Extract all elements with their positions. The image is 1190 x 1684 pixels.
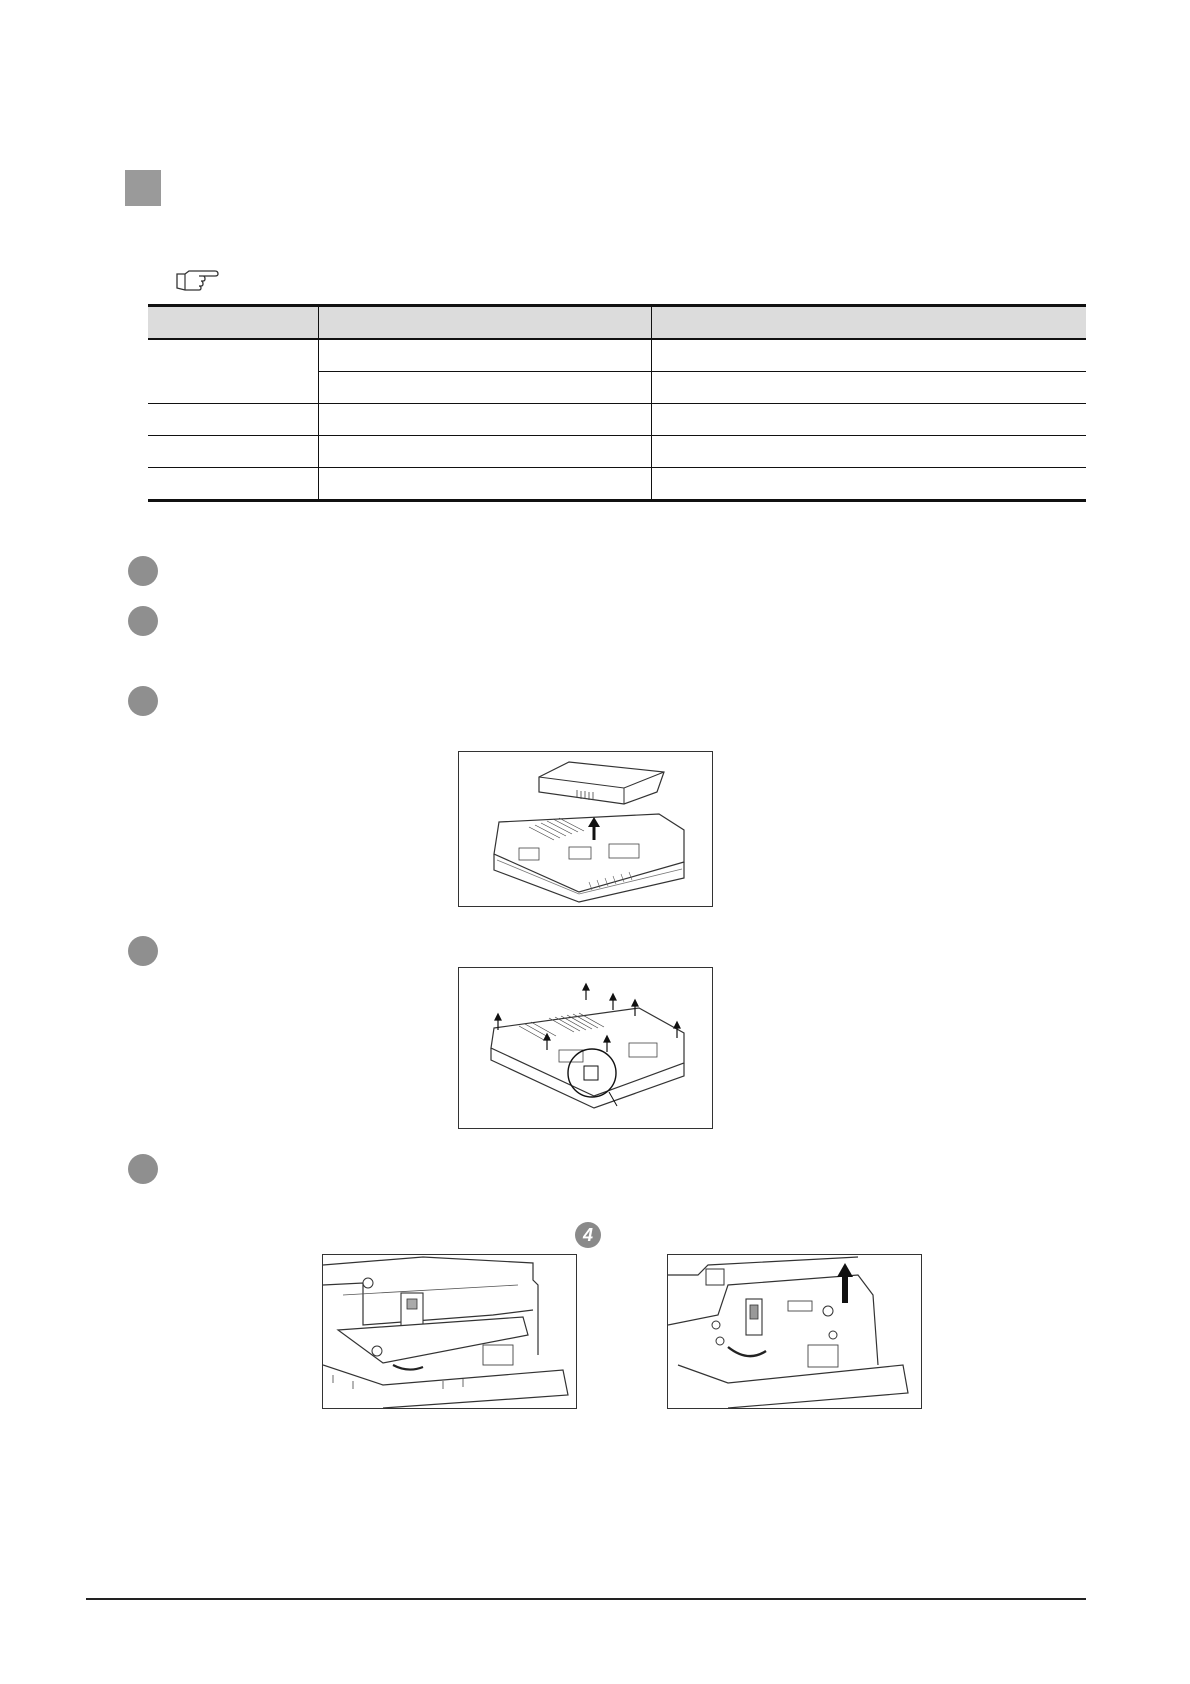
section-marker bbox=[125, 170, 161, 206]
table-cell bbox=[652, 372, 1087, 404]
table-cell bbox=[319, 404, 652, 436]
table-cell bbox=[652, 404, 1087, 436]
step-marker-3 bbox=[128, 686, 158, 716]
table-cell bbox=[319, 339, 652, 372]
table-cell bbox=[319, 436, 652, 468]
table-cell bbox=[319, 372, 652, 404]
table-row bbox=[148, 404, 1086, 436]
table-row bbox=[148, 468, 1086, 501]
table-row bbox=[148, 339, 1086, 372]
table-cell bbox=[652, 468, 1087, 501]
table-cell bbox=[652, 436, 1087, 468]
step-marker-2 bbox=[128, 606, 158, 636]
board-before-figure bbox=[322, 1254, 577, 1409]
table-cell bbox=[652, 339, 1087, 372]
table-header-cell bbox=[652, 306, 1087, 340]
spec-table bbox=[148, 304, 1086, 502]
table-cell bbox=[148, 436, 319, 468]
step-marker-1 bbox=[128, 556, 158, 586]
table-row bbox=[148, 436, 1086, 468]
board-lift-figure bbox=[667, 1254, 922, 1409]
step-marker-4 bbox=[128, 936, 158, 966]
table-cell bbox=[319, 468, 652, 501]
table-cell bbox=[148, 468, 319, 501]
table-header-row bbox=[148, 306, 1086, 340]
table-cell bbox=[148, 339, 319, 404]
table-cell bbox=[148, 404, 319, 436]
footer-rule bbox=[86, 1598, 1086, 1600]
step-reference-badge: 4 bbox=[575, 1222, 601, 1248]
pointing-hand-icon bbox=[175, 268, 219, 292]
table-header-cell bbox=[319, 306, 652, 340]
step-marker-5 bbox=[128, 1154, 158, 1184]
cover-screws-figure bbox=[458, 967, 713, 1129]
module-removal-figure bbox=[458, 751, 713, 907]
table-header-cell bbox=[148, 306, 319, 340]
